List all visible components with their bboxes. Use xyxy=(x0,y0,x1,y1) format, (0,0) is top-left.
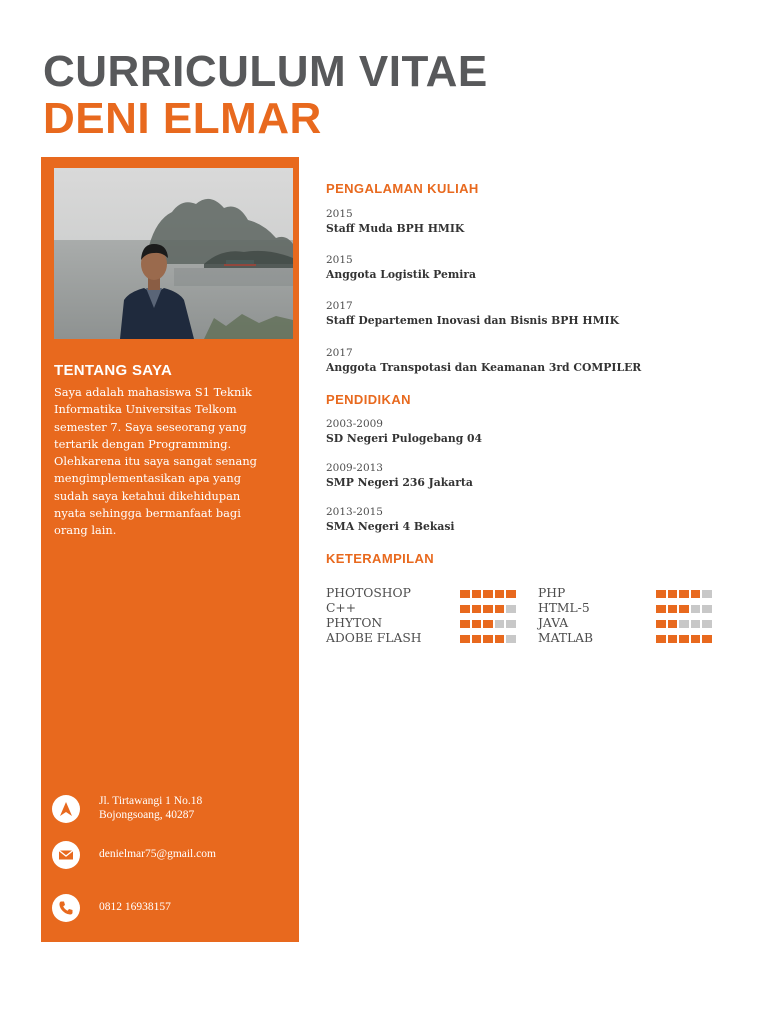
contact-email xyxy=(52,841,292,871)
skill-level-bar xyxy=(656,605,712,613)
skill-level-filled xyxy=(691,635,701,643)
skill-level-bar xyxy=(460,590,516,598)
about-text xyxy=(54,384,284,540)
education-item xyxy=(326,506,746,535)
about-line: mengimplementasikan apa yang xyxy=(54,471,242,486)
about-title: TENTANG SAYA xyxy=(54,362,173,379)
education-item xyxy=(326,462,746,491)
skill-level-bar xyxy=(460,620,516,628)
contact-address xyxy=(52,795,292,825)
about-line: Informatika Universitas Telkom xyxy=(54,402,237,417)
skill-level-filled xyxy=(460,635,470,643)
experience-item xyxy=(326,254,746,283)
education-title: PENDIDIKAN xyxy=(326,392,411,407)
skill-level-filled xyxy=(460,620,470,628)
skill-level-filled xyxy=(472,590,482,598)
skill-name: ADOBE FLASH xyxy=(326,631,422,645)
skill-level-empty xyxy=(702,605,712,613)
skill-row xyxy=(326,631,526,646)
skill-row xyxy=(538,616,734,631)
skill-level-filled xyxy=(668,620,678,628)
education-school: SMP Negeri 236 Jakarta xyxy=(326,476,473,489)
email-link[interactable]: denielmar75@gmail.com xyxy=(99,848,216,860)
skill-level-empty xyxy=(506,635,516,643)
skill-level-empty xyxy=(702,620,712,628)
skill-level-filled xyxy=(495,605,505,613)
skill-name: MATLAB xyxy=(538,631,594,645)
education-year: 2013-2015 xyxy=(326,506,383,518)
phone-text: 0812 16938157 xyxy=(99,901,171,913)
skill-level-filled xyxy=(483,590,493,598)
skill-level-filled xyxy=(656,605,666,613)
skill-level-filled xyxy=(483,635,493,643)
skill-level-filled xyxy=(472,620,482,628)
skill-level-filled xyxy=(460,590,470,598)
skill-row xyxy=(538,601,734,616)
skill-row xyxy=(326,586,526,601)
skill-row xyxy=(326,601,526,616)
address-line: Bojongsoang, 40287 xyxy=(99,808,195,821)
skill-level-empty xyxy=(691,620,701,628)
skill-level-filled xyxy=(460,605,470,613)
skill-level-empty xyxy=(691,605,701,613)
skill-level-bar xyxy=(460,635,516,643)
skill-name: PHYTON xyxy=(326,616,383,630)
skill-row xyxy=(326,616,526,631)
phone-icon xyxy=(52,894,80,922)
skill-row xyxy=(538,631,734,646)
skill-level-filled xyxy=(495,590,505,598)
skill-level-empty xyxy=(679,620,689,628)
candidate-name: DENI ELMAR xyxy=(43,94,322,143)
education-year: 2003-2009 xyxy=(326,418,383,430)
skill-name: PHOTOSHOP xyxy=(326,586,411,600)
skill-level-empty xyxy=(702,590,712,598)
experience-role: Staff Muda BPH HMIK xyxy=(326,222,465,235)
education-item xyxy=(326,418,746,447)
about-line: semester 7. Saya seseorang yang xyxy=(54,419,247,434)
skill-level-bar xyxy=(460,605,516,613)
skill-level-filled xyxy=(472,605,482,613)
skill-level-filled xyxy=(668,605,678,613)
envelope-icon xyxy=(52,841,80,869)
about-line: sudah saya ketahui dikehidupan xyxy=(54,488,241,503)
skill-level-filled xyxy=(483,620,493,628)
about-line: nyata sehingga bermanfaat bagi xyxy=(54,506,241,521)
sidebar xyxy=(41,157,299,942)
skill-level-filled xyxy=(679,605,689,613)
experience-year: 2017 xyxy=(326,347,353,359)
about-line: Olehkarena itu saya sangat senang xyxy=(54,454,257,469)
skill-level-bar xyxy=(656,635,712,643)
experience-role: Staff Departemen Inovasi dan Bisnis BPH HMIK xyxy=(326,314,619,327)
about-line: orang lain. xyxy=(54,523,117,538)
education-year: 2009-2013 xyxy=(326,462,383,474)
experience-year: 2015 xyxy=(326,208,353,220)
skill-level-empty xyxy=(506,620,516,628)
education-school: SD Negeri Pulogebang 04 xyxy=(326,432,483,445)
experience-item xyxy=(326,347,746,376)
education-school: SMA Negeri 4 Bekasi xyxy=(326,520,455,533)
experience-year: 2017 xyxy=(326,300,353,312)
skill-name: C++ xyxy=(326,601,357,615)
skill-row xyxy=(538,586,734,601)
skills-title: KETERAMPILAN xyxy=(326,551,435,566)
skill-level-bar xyxy=(656,590,712,598)
experience-title: PENGALAMAN KULIAH xyxy=(326,181,479,196)
cv-title: CURRICULUM VITAE xyxy=(43,47,488,96)
skill-level-empty xyxy=(495,620,505,628)
skill-level-filled xyxy=(656,620,666,628)
skill-level-filled xyxy=(668,635,678,643)
profile-photo xyxy=(54,168,293,339)
skill-level-bar xyxy=(656,620,712,628)
skill-level-filled xyxy=(702,635,712,643)
experience-role: Anggota Logistik Pemira xyxy=(326,268,477,281)
contact-phone xyxy=(52,894,292,924)
skill-level-filled xyxy=(472,635,482,643)
address-line: Jl. Tirtawangi 1 No.18 xyxy=(99,795,203,807)
skill-level-filled xyxy=(679,590,689,598)
address-text xyxy=(99,795,202,822)
experience-year: 2015 xyxy=(326,254,353,266)
skill-name: PHP xyxy=(538,586,566,600)
about-line: tertarik dengan Programming. xyxy=(54,436,232,451)
navigation-arrow-icon xyxy=(52,795,80,823)
skill-level-filled xyxy=(495,635,505,643)
about-line: Saya adalah mahasiswa S1 Teknik xyxy=(54,385,252,399)
skill-level-filled xyxy=(691,590,701,598)
skill-level-filled xyxy=(656,590,666,598)
experience-role: Anggota Transpotasi dan Keamanan 3rd COMPILER xyxy=(326,361,642,374)
skill-level-filled xyxy=(483,605,493,613)
skill-level-filled xyxy=(679,635,689,643)
skill-name: JAVA xyxy=(538,616,569,630)
experience-item xyxy=(326,208,746,237)
skill-name: HTML-5 xyxy=(538,601,590,615)
skill-level-filled xyxy=(668,590,678,598)
skill-level-empty xyxy=(506,605,516,613)
skill-level-filled xyxy=(656,635,666,643)
skill-level-filled xyxy=(506,590,516,598)
experience-item xyxy=(326,300,746,329)
